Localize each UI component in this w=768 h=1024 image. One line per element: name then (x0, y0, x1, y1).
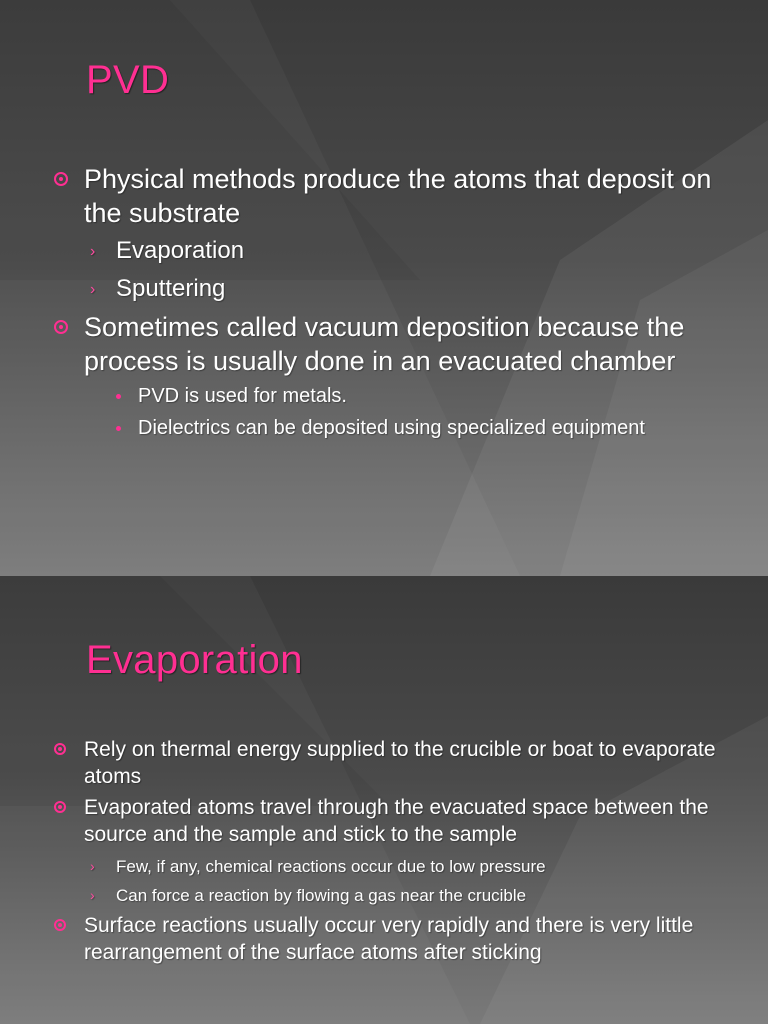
sub-sub-bullet-text: Dielectrics can be deposited using specialized equipment (138, 417, 645, 439)
bullet-text: Surface reactions usually occur very rapidly and there is very little rearrangement of the surface atoms after sticking (84, 914, 694, 964)
chevron-right-icon: › (90, 858, 95, 874)
bullet-text: Physical methods produce the atoms that deposit on the substrate (84, 164, 712, 228)
sub-bullet-text: Can force a reaction by flowing a gas near the crucible (116, 886, 527, 905)
circle-dot-bullet-icon (54, 801, 66, 813)
circle-dot-bullet-icon (54, 919, 66, 931)
sub-bullet-item (52, 881, 742, 910)
slide-evaporation (0, 576, 768, 1024)
bullet-text: Evaporated atoms travel through the evacuated space between the source and the sample and stick to the sample (84, 796, 709, 846)
sub-sub-bullet-item (52, 414, 742, 442)
dot-bullet-icon (116, 394, 121, 399)
chevron-right-icon: › (90, 887, 95, 903)
slide-title: PVD (86, 58, 170, 102)
bullet-item (52, 912, 742, 966)
slide-body (52, 736, 742, 970)
chevron-right-icon: › (90, 281, 96, 298)
sub-bullet-item (52, 852, 742, 881)
bullet-item (52, 310, 742, 378)
circle-dot-bullet-icon (54, 320, 68, 334)
bullet-item (52, 794, 742, 848)
circle-dot-bullet-icon (54, 743, 66, 755)
sub-bullet-text: Few, if any, chemical reactions occur due to low pressure (116, 857, 546, 876)
sub-bullet-item (52, 232, 742, 270)
slide-body (52, 162, 742, 442)
bullet-text: Sometimes called vacuum deposition because the process is usually done in an evacuated chamber (84, 312, 685, 376)
slide-title: Evaporation (86, 638, 303, 682)
circle-dot-bullet-icon (54, 172, 68, 186)
bullet-text: Rely on thermal energy supplied to the crucible or boat to evaporate atoms (84, 738, 716, 788)
sub-sub-bullet-item (52, 382, 742, 410)
chevron-right-icon: › (90, 243, 96, 260)
sub-bullet-text: Evaporation (116, 237, 245, 264)
sub-bullet-item (52, 270, 742, 308)
bullet-item (52, 736, 742, 790)
dot-bullet-icon (116, 426, 121, 431)
bullet-item (52, 162, 742, 230)
sub-bullet-text: Sputtering (116, 275, 226, 302)
sub-sub-bullet-text: PVD is used for metals. (138, 385, 347, 407)
